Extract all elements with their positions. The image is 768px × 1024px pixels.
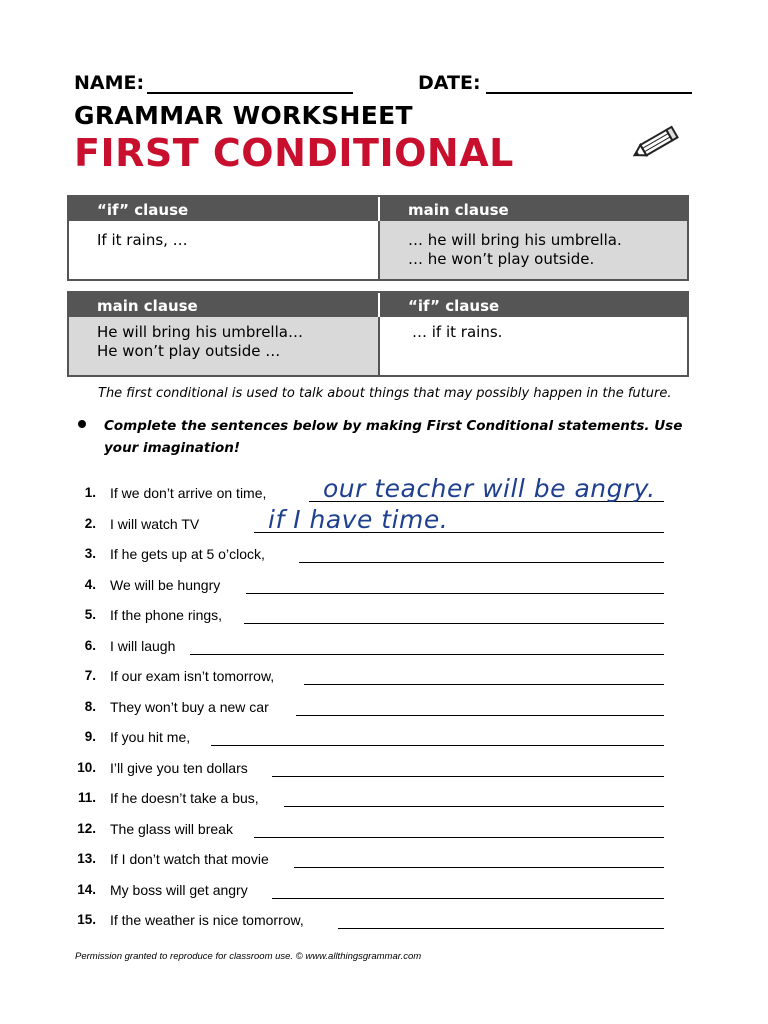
sentence-number: 7.	[84, 668, 96, 683]
answer-blank[interactable]	[211, 745, 664, 746]
handwritten-answer: our teacher will be angry.	[323, 474, 656, 503]
worksheet-subtitle: FIRST CONDITIONAL	[74, 131, 514, 175]
table1-right-line: … he won’t play outside.	[408, 250, 595, 268]
answer-blank[interactable]	[294, 867, 664, 868]
answer-blank[interactable]	[246, 593, 664, 594]
handwritten-answer: if I have time.	[268, 504, 449, 534]
sentence-item	[74, 725, 674, 749]
table1-header-main: main clause	[378, 197, 687, 221]
sentence-item	[74, 573, 674, 597]
sentence-item	[74, 542, 674, 566]
worksheet-title: GRAMMAR WORKSHEET	[74, 101, 413, 130]
conditional-table-2	[67, 291, 689, 377]
sentence-item	[74, 847, 674, 871]
sentence-prompt: If the weather is nice tomorrow,	[110, 912, 304, 928]
sentence-prompt: If you hit me,	[110, 729, 191, 745]
sentence-number: 12.	[77, 820, 96, 836]
footer-permission: Permission granted to reproduce for classroom use. © www.allthingsgrammar.com	[75, 951, 422, 962]
sentence-number: 3.	[84, 546, 96, 561]
table1-right-line: … he will bring his umbrella.	[408, 231, 622, 249]
table1-left-line: If it rains, …	[97, 231, 188, 249]
sentence-prompt: If he doesn’t take a bus,	[110, 790, 259, 806]
answer-blank[interactable]	[299, 562, 664, 563]
sentence-prompt: If the phone rings,	[110, 607, 223, 623]
sentence-item	[74, 603, 674, 627]
sentence-number: 6.	[84, 637, 96, 653]
table2-left-line: He won’t play outside …	[97, 342, 281, 360]
table2-left-line: He will bring his umbrella…	[97, 323, 303, 341]
sentence-number: 14.	[77, 881, 96, 897]
table1-header-if: “if” clause	[97, 201, 189, 219]
sentence-number: 13.	[77, 851, 96, 866]
sentence-number: 9.	[84, 729, 96, 744]
sentence-item	[74, 908, 674, 932]
sentence-item	[74, 695, 674, 719]
sentence-number: 1.	[84, 485, 96, 500]
sentence-item	[74, 756, 674, 780]
answer-blank[interactable]	[338, 928, 664, 929]
sentence-item	[74, 817, 674, 841]
name-label: NAME:	[74, 72, 145, 94]
table2-right-line: … if it rains.	[412, 323, 503, 341]
sentence-prompt: I will laugh	[110, 637, 176, 654]
sentence-item	[74, 878, 674, 902]
pencil-icon	[630, 124, 682, 164]
sentence-prompt: My boss will get angry	[110, 881, 248, 898]
date-blank[interactable]	[486, 92, 692, 94]
sentence-prompt: The glass will break	[110, 820, 233, 837]
table2-header-if: “if” clause	[378, 293, 687, 317]
answer-blank[interactable]	[190, 654, 664, 655]
sentence-item	[74, 634, 674, 658]
usage-note: The first conditional is used to talk about things that may possibly happen in the future.	[98, 386, 672, 401]
answer-blank[interactable]	[304, 684, 664, 685]
sentence-prompt: We will be hungry	[110, 576, 221, 593]
sentence-number: 2.	[84, 515, 96, 531]
instructions: Complete the sentences below by making First Conditional statements. Use your imagination!	[104, 418, 683, 456]
sentence-prompt: If our exam isn’t tomorrow,	[110, 668, 275, 684]
sentence-item	[74, 504, 674, 536]
sentence-item	[74, 474, 674, 505]
date-label: DATE:	[418, 72, 481, 94]
sentence-item	[74, 786, 674, 810]
sentence-number: 11.	[77, 790, 96, 805]
sentence-number: 8.	[84, 698, 96, 714]
sentence-number: 10.	[77, 759, 96, 775]
table2-header-main: main clause	[97, 297, 198, 315]
sentence-prompt: I’ll give you ten dollars	[110, 759, 248, 776]
name-blank[interactable]	[147, 92, 353, 94]
sentence-prompt: If we don’t arrive on time,	[110, 485, 267, 501]
sentence-item	[74, 664, 674, 688]
answer-blank[interactable]	[244, 623, 664, 624]
answer-blank[interactable]	[296, 715, 664, 716]
conditional-table-1	[67, 195, 689, 281]
sentence-prompt: If I don’t watch that movie	[110, 851, 269, 867]
answer-blank[interactable]	[254, 837, 664, 838]
sentence-number: 15.	[77, 912, 96, 927]
sentence-prompt: If he gets up at 5 o’clock,	[110, 546, 265, 562]
sentence-number: 5.	[84, 607, 96, 622]
answer-blank[interactable]	[272, 898, 664, 899]
answer-blank[interactable]	[272, 776, 664, 777]
sentence-prompt: They won’t buy a new car	[110, 698, 269, 715]
bullet-icon	[78, 420, 86, 428]
sentence-prompt: I will watch TV	[110, 515, 200, 532]
answer-blank[interactable]	[284, 806, 664, 807]
sentence-number: 4.	[84, 576, 96, 592]
